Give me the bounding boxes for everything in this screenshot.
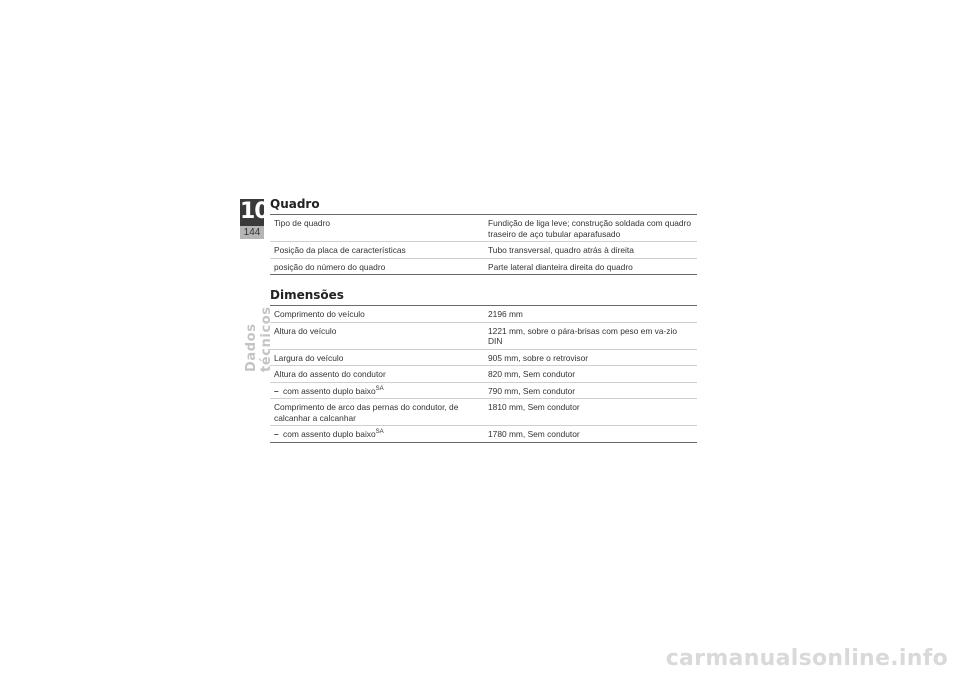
table-row (270, 349, 697, 366)
spec-value: 790 mm, Sem condutor (482, 382, 697, 399)
quadro-spec-table (270, 214, 697, 275)
spec-label: posição do número do quadro (274, 261, 386, 272)
spec-value: Tubo transversal, quadro atrás à direita (482, 242, 697, 259)
dimensoes-spec-table (270, 305, 697, 443)
spec-label: Posição da placa de características (270, 242, 482, 259)
table-row (270, 426, 697, 443)
spec-label: Comprimento de arco das pernas do condutor, de calcanhar a calcanhar (270, 399, 482, 426)
dash-marker: – (274, 429, 279, 439)
table-row (270, 215, 697, 242)
spec-label: Altura do veículo (270, 322, 482, 349)
spec-value: 905 mm, sobre o retrovisor (482, 349, 697, 366)
spec-value: 1810 mm, Sem condutor (482, 399, 697, 426)
section-title-dimensoes: Dimensões (270, 288, 344, 302)
table-row (270, 382, 697, 399)
table-row (270, 306, 697, 323)
spec-value: 2196 mm (482, 306, 697, 323)
table-row (270, 258, 697, 275)
dash-marker: – (274, 385, 279, 396)
table-row (270, 366, 697, 383)
spec-label: Largura do veículo (270, 349, 482, 366)
table-row (270, 242, 697, 259)
spec-value: 820 mm, Sem condutor (482, 366, 697, 383)
option-badge: SA (375, 385, 384, 392)
spec-value: Parte lateral dianteira direita do quadro (488, 261, 633, 272)
section-title-quadro: Quadro (270, 197, 320, 211)
spec-value: 1221 mm, sobre o pára-brisas com peso em va-zio DIN (482, 322, 697, 349)
spec-label: Tipo de quadro (270, 215, 482, 242)
spec-label-text: com assento duplo baixo (283, 429, 376, 439)
section-gap (270, 275, 697, 287)
watermark: carmanualsonline.info (665, 646, 948, 671)
spec-label (270, 382, 482, 399)
spec-label-text: com assento duplo baixo (283, 385, 376, 396)
option-badge: SA (375, 429, 384, 436)
chapter-side-label: Dados técnicos (244, 306, 274, 372)
spec-value: 1780 mm, Sem condutor (488, 429, 580, 439)
table-row (270, 399, 697, 426)
chapter-number: 10 (240, 199, 269, 224)
spec-label (270, 426, 482, 443)
page-number: 144 (240, 226, 264, 239)
spec-value: Fundição de liga leve; construção soldada com quadro traseiro de aço tubular aparafusado (482, 215, 697, 242)
table-row (270, 322, 697, 349)
page-content (270, 196, 697, 443)
spec-label: Comprimento do veículo (270, 306, 482, 323)
spec-label: Altura do assento do condutor (270, 366, 482, 383)
